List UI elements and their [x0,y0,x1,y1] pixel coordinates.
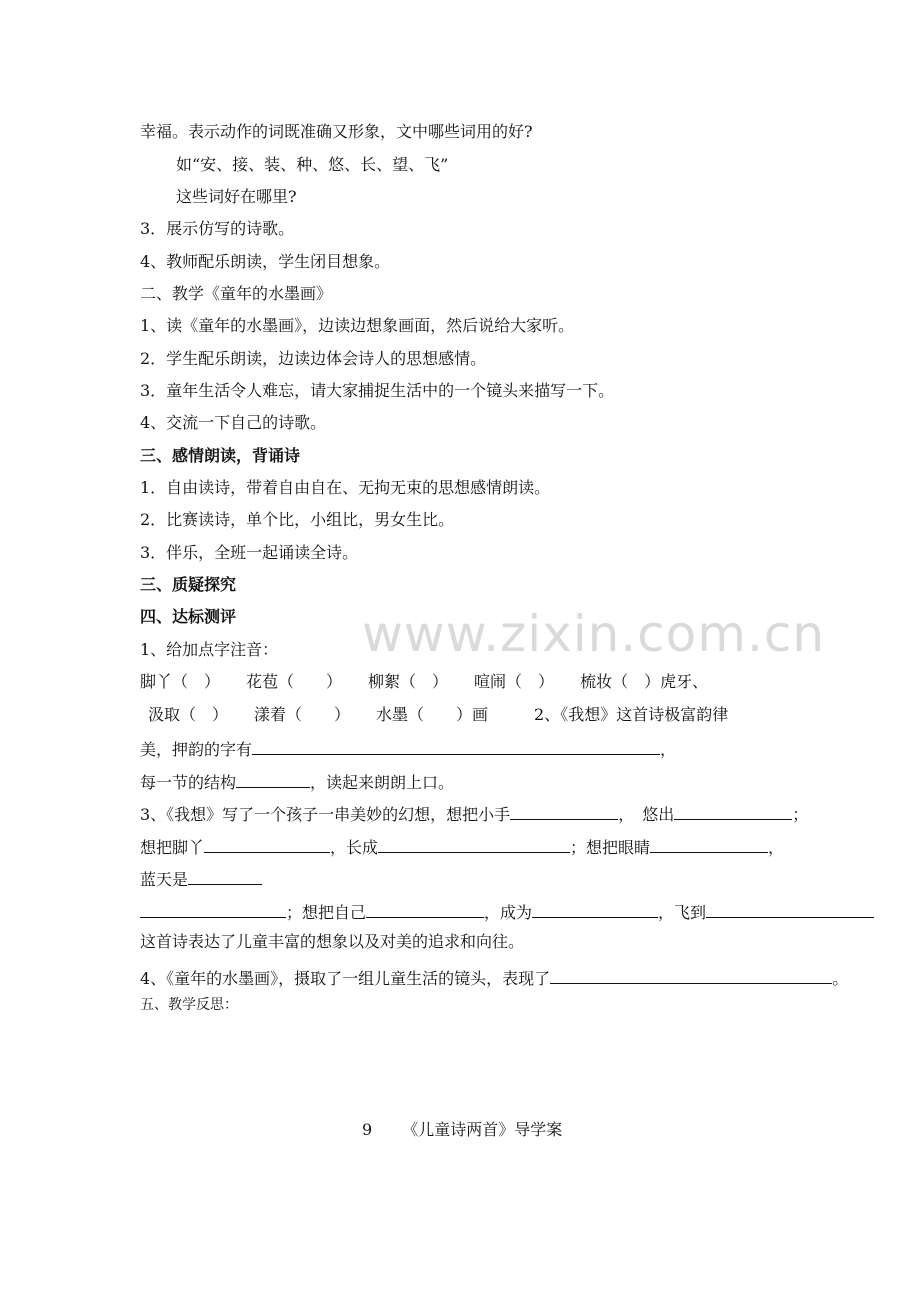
text: 美，押韵的字有 [140,740,253,759]
text: 蓝天是 [140,870,189,889]
text-line: 3．童年生活令人难忘，请大家捕捉生活中的一个镜头来描写一下。 [140,381,615,400]
text: ， 悠出 [618,805,675,824]
section-heading: 二、教学《童年的水墨画》 [140,284,333,303]
blank[interactable] [550,966,832,984]
text: 4、《童年的水墨画》，摄取了一组儿童生活的镜头，表现了 [140,969,551,988]
pinyin-row-1 [140,672,708,692]
question-2-start: 2、《我想》这首诗极富韵律 [534,705,729,724]
text-line: 2．学生配乐朗读，边读边体会诗人的思想感情。 [140,349,487,368]
text: 3、《我想》写了一个孩子一串美妙的幻想，想把小手 [140,805,511,824]
blank-structure[interactable] [236,770,310,788]
footer-title: 《儿童诗两首》导学案 [402,1120,563,1139]
pinyin-item: 漾着（ ） [254,705,351,724]
text-line: 2．比赛读诗，单个比，小组比，男女生比。 [140,510,455,529]
question-3-line-b [140,835,784,858]
text-line: 3．展示仿写的诗歌。 [140,219,295,238]
question-3-line-a [140,802,808,825]
blank[interactable] [378,835,570,853]
text: ；想把眼睛 [570,838,651,857]
text-line: 4、教师配乐朗读，学生闭目想象。 [140,252,391,271]
pinyin-item: 喧闹（ ） [474,672,555,691]
text: ，长成 [330,838,379,857]
question-2-line-a [140,737,676,760]
question-2-line-b [140,770,454,793]
section-heading: 三、感情朗读，背诵诗 [140,446,301,465]
section-heading: 三、质疑探究 [140,575,237,594]
blank[interactable] [140,900,286,918]
blank[interactable] [532,900,658,918]
pinyin-row-2 [148,705,728,725]
blank[interactable] [674,802,792,820]
text-line: 这些词好在哪里? [176,187,297,206]
question-3-line-d [140,900,874,923]
page-footer [362,1120,562,1140]
blank[interactable] [510,802,618,820]
text: ； [792,805,809,824]
text: ；想把自己 [286,903,367,922]
section-reflection: 五、教学反思： [140,997,238,1013]
text-line: 幸福。表示动作的词既准确又形象，文中哪些词用的好? [140,122,533,141]
blank[interactable] [204,835,330,853]
pinyin-item: 柳絮（ ） [368,672,449,691]
text-line: 1、读《童年的水墨画》，边读边想象画面，然后说给大家听。 [140,316,575,335]
text: ，飞到 [658,903,707,922]
footer-number: 9 [362,1120,373,1139]
text-line: 这首诗表达了儿童丰富的想象以及对美的追求和向往。 [140,932,525,951]
pinyin-item: 水墨（ ）画 [376,705,489,724]
text-line: 如“安、接、装、种、悠、长、望、飞” [176,155,449,174]
blank-rhyme[interactable] [252,737,660,755]
pinyin-item: 花苞（ ） [246,672,343,691]
text: 想把脚丫 [140,838,205,857]
blank[interactable] [650,835,768,853]
text: ，成为 [484,903,533,922]
blank[interactable] [188,867,262,885]
pinyin-item: 脚丫（ ） [140,672,221,691]
text: 。 [832,969,849,988]
text: ， [768,838,785,857]
pinyin-item: 汲取（ ） [148,705,229,724]
blank[interactable] [366,900,484,918]
text: ，读起来朗朗上口。 [310,773,455,792]
section-heading: 四、达标测评 [140,607,237,626]
pinyin-item: 梳妆（ ）虎牙、 [580,672,709,691]
text: ， [660,740,677,759]
text-line: 3．伴乐，全班一起诵读全诗。 [140,543,359,562]
text-line: 4、交流一下自己的诗歌。 [140,413,327,432]
watermark: www.zixin.com.cn [362,605,826,663]
question-1: 1、给加点字注音： [140,640,279,659]
blank[interactable] [706,900,874,918]
question-4 [140,966,848,989]
question-3-line-c [140,867,262,890]
text-line: 1．自由读诗，带着自由自在、无拘无束的思想感情朗读。 [140,478,551,497]
text: 每一节的结构 [140,773,237,792]
